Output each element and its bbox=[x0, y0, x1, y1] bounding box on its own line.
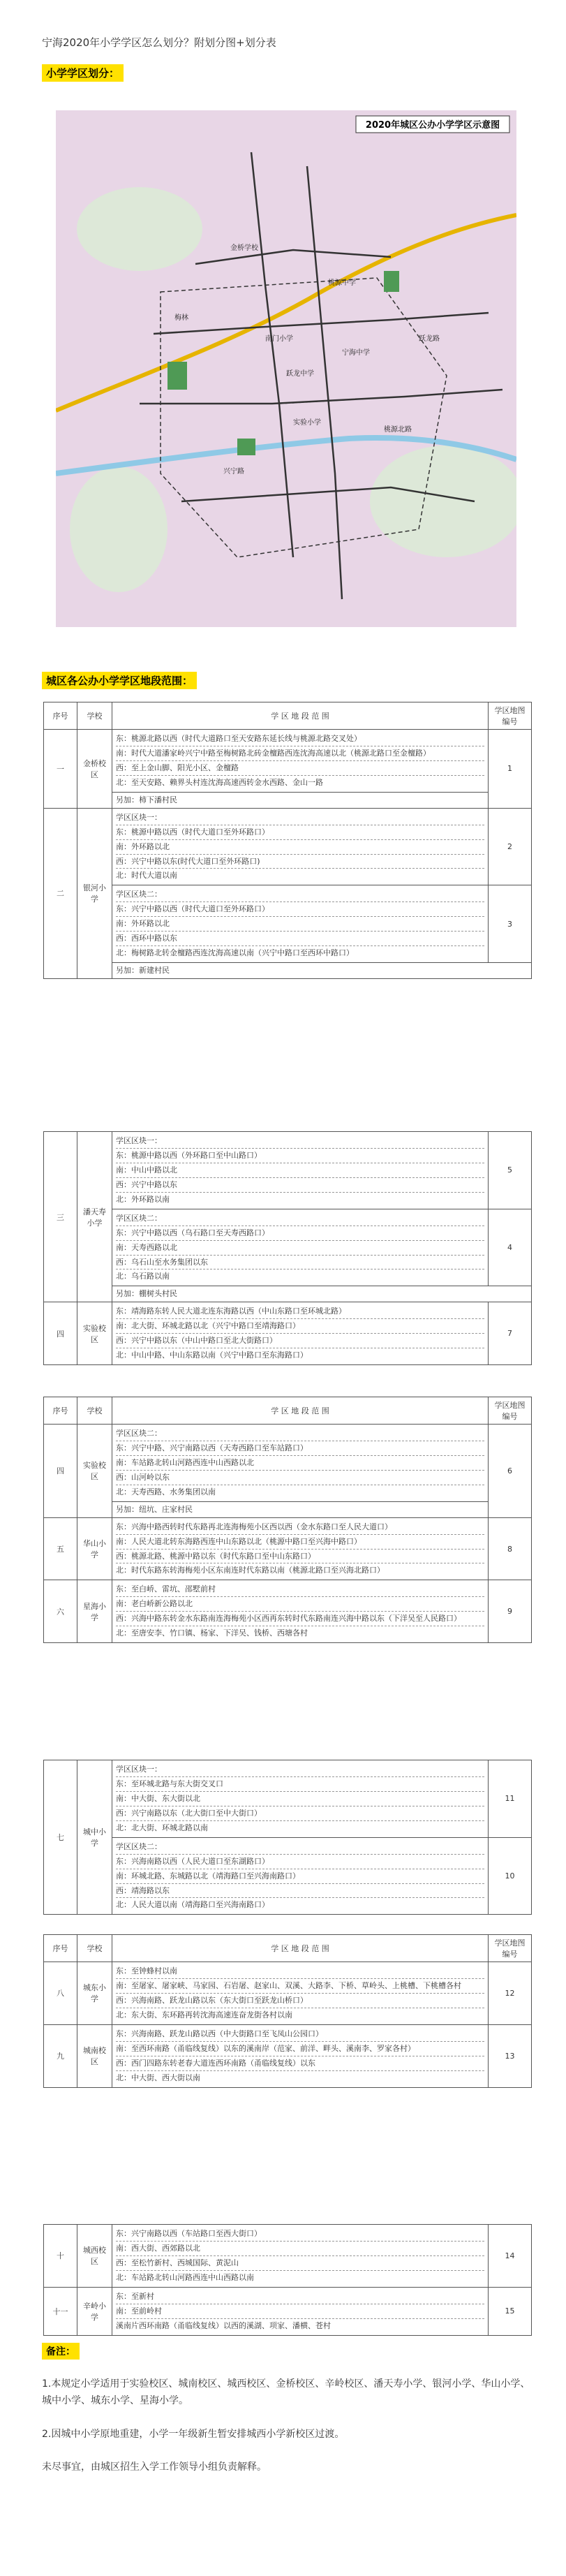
header-range: 学 区 地 段 范 围 bbox=[112, 1935, 489, 1962]
table-row bbox=[44, 1580, 532, 1643]
row-no: 一 bbox=[44, 730, 77, 809]
row-extra: 另加：柿下潘村民 bbox=[112, 792, 489, 808]
table-header-row bbox=[44, 1397, 532, 1425]
header-range: 学 区 地 段 范 围 bbox=[112, 1397, 489, 1425]
row-range: 东：兴海中路西转时代东路再北连海梅苑小区西以西（金水东路口至人民大道口） 南：人民大道北转东海路西连中山东路以北（桃源中路口至兴海中路口） 西：桃源北路、桃源中路以东（时代东路口至中山东路口） 北：时代东路东转海梅苑小区东南连时代东路以南（桃源北路口至兴海北路口） bbox=[112, 1517, 489, 1580]
note-item: 1.本规定小学适用于实验校区、城南校区、城西校区、金桥校区、辛岭校区、潘天寿小学、银河小学、华山小学、城中小学、城东小学、星海小学。 bbox=[42, 2378, 530, 2406]
row-code: 13 bbox=[489, 2024, 532, 2087]
row-code: 11 bbox=[489, 1760, 532, 1838]
map-label: 宁海中学 bbox=[342, 349, 370, 357]
zone-table-3 bbox=[43, 1397, 532, 1643]
table-row bbox=[44, 730, 532, 793]
row-code: 4 bbox=[489, 1209, 532, 1286]
table-row bbox=[44, 2287, 532, 2335]
map-label: 南门小学 bbox=[265, 335, 293, 343]
row-no: 八 bbox=[44, 1962, 77, 2025]
row-no: 二 bbox=[44, 808, 77, 978]
table-header-row bbox=[44, 1935, 532, 1962]
row-no: 四 bbox=[44, 1302, 77, 1365]
row-school: 城南校区 bbox=[77, 2024, 112, 2087]
header-code: 学区地图编号 bbox=[489, 1935, 532, 1962]
row-no: 十 bbox=[44, 2225, 77, 2288]
row-school: 实验校区 bbox=[77, 1302, 112, 1365]
header-code: 学区地图编号 bbox=[489, 702, 532, 730]
row-school: 金桥校区 bbox=[77, 730, 112, 809]
header-no: 序号 bbox=[44, 1397, 77, 1425]
zone-table-2 bbox=[43, 1131, 532, 1365]
row-school: 潘天寿小学 bbox=[77, 1132, 112, 1302]
map-label: 兴宁路 bbox=[223, 468, 244, 476]
section-heading-map: 小学学区划分： bbox=[42, 64, 124, 82]
table-row bbox=[44, 1962, 532, 2025]
table-row bbox=[44, 1132, 532, 1209]
row-range: 东：兴宁南路以西（车站路口至西大街口） 南：西大街、西郊路以北 西：至松竹新村、西城国际、黄泥山 北：车站路北转山河路西连中山西路以南 bbox=[112, 2225, 489, 2288]
header-no: 序号 bbox=[44, 702, 77, 730]
row-range: 学区区块一： 东：至环城北路与东大街交叉口 南：中大街、东大街以北 西：兴宁南路以东（北大街口至中大街口） 北：北大街、环城北路以南 bbox=[112, 1760, 489, 1838]
header-school: 学校 bbox=[77, 1397, 112, 1425]
note-item: 未尽事宜，由城区招生入学工作领导小组负责解释。 bbox=[42, 2461, 267, 2473]
zone-table-4 bbox=[43, 1760, 532, 1915]
row-range: 东：兴海南路、跃龙山路以西（中大街路口至飞凤山公园口） 南：至西环南路（甬临线复线）以东的溪南岸（范家、前洋、畔头、溪南李、罗家各村） 西：西门四路东转老春大道连西环南路（甬临线复线）以东 北：中大街、西大街以南 bbox=[112, 2024, 489, 2087]
row-code: 12 bbox=[489, 1962, 532, 2025]
row-school: 辛岭小学 bbox=[77, 2287, 112, 2335]
table-row bbox=[44, 1837, 532, 1915]
header-school: 学校 bbox=[77, 702, 112, 730]
map-label: 梅林 bbox=[174, 314, 188, 322]
row-school: 城中小学 bbox=[77, 1760, 112, 1915]
table-row bbox=[44, 1302, 532, 1365]
row-range: 学区区块二： 东：兴宁中路以西（时代大道口至外环路口） 南：外环路以北 西：西环中路以东 北：梅树路北转金檀路西连沈海高速以南（兴宁中路口至西环中路口） bbox=[112, 885, 489, 963]
table-row bbox=[44, 2024, 532, 2087]
table-row bbox=[44, 792, 532, 808]
row-code: 9 bbox=[489, 1580, 532, 1643]
zone-table-1 bbox=[43, 702, 532, 979]
map-label: 桃源北路 bbox=[384, 426, 412, 434]
map-heading: 2020年城区公办小学学区示意图 bbox=[365, 120, 500, 131]
table-row bbox=[44, 1760, 532, 1838]
row-range: 东：至钟蜂村以南 南：至屠家、屠家峡、马家园、石岩屠、赵家山、双溪、大路李、下桥、草岭头、上桃槽、下桃槽各村 西：兴海南路、跃龙山路以东（东大街口至跃龙山桥口） 北：东大街、东环路再转沈海高速连奋龙街各村以南 bbox=[112, 1962, 489, 2025]
map-label: 桃源中学 bbox=[328, 279, 356, 287]
row-code: 15 bbox=[489, 2287, 532, 2335]
zone-table-5 bbox=[43, 1934, 532, 2088]
row-extra: 另加：纽坑、庄家村民 bbox=[112, 1501, 489, 1517]
map-label: 实验小学 bbox=[293, 419, 321, 427]
row-school: 星海小学 bbox=[77, 1580, 112, 1643]
row-no: 六 bbox=[44, 1580, 77, 1643]
header-no: 序号 bbox=[44, 1935, 77, 1962]
row-extra: 另加：棚树头村民 bbox=[112, 1286, 532, 1302]
row-range: 东：至白峤、雷坑、邵墅前村 南：老白峤新公路以北 西：兴海中路东转金水东路南连海梅苑小区西再东转时代东路南连兴海中路以东（下洋吴至人民路口） 北：至唐安李、竹口镇、杨家、下洋吴、钱桥、西塘各村 bbox=[112, 1580, 489, 1643]
table-row bbox=[44, 808, 532, 885]
row-range: 学区区块二： 东：兴宁中路、兴宁南路以西（天寿西路口至车站路口） 南：车站路北转山河路西连中山西路以北 西：山河岭以东 北：天寿西路、水务集团以南 bbox=[112, 1425, 489, 1502]
map-label: 跃龙中学 bbox=[286, 370, 314, 378]
header-range: 学 区 地 段 范 围 bbox=[112, 702, 489, 730]
map-label: 跃龙路 bbox=[419, 335, 440, 343]
table-row bbox=[44, 2225, 532, 2288]
row-range: 学区区块一： 东：桃源中路以西（外环路口至中山路口） 南：中山中路以北 西：兴宁中路以东 北：外环路以南 bbox=[112, 1132, 489, 1209]
row-no: 四 bbox=[44, 1425, 77, 1518]
row-school: 银河小学 bbox=[77, 808, 112, 978]
notes-section bbox=[42, 2343, 530, 2493]
table-row bbox=[44, 1425, 532, 1502]
page-title: 宁海2020年小学学区怎么划分？附划分图+划分表 bbox=[42, 36, 276, 49]
table-row bbox=[44, 1501, 532, 1517]
row-school: 城西校区 bbox=[77, 2225, 112, 2288]
table-row bbox=[44, 1517, 532, 1580]
row-code: 6 bbox=[489, 1425, 532, 1518]
row-range: 学区区块二： 东：兴海南路以西（人民大道口至东湖路口） 南：环城北路、东城路以北（靖海路口至兴海南路口） 西：靖海路以东 北：人民大道以南（靖海路口至兴海南路口） bbox=[112, 1837, 489, 1915]
table-row bbox=[44, 885, 532, 963]
row-range: 学区区块一： 东：桃源中路以西（时代大道口至外环路口） 南：外环路以北 西：兴宁中路以东(时代大道口至外环路口) 北：时代大道以南 bbox=[112, 808, 489, 885]
table-row bbox=[44, 963, 532, 979]
zone-map bbox=[56, 110, 516, 627]
row-no: 五 bbox=[44, 1517, 77, 1580]
row-school: 实验校区 bbox=[77, 1425, 112, 1518]
row-school: 华山小学 bbox=[77, 1517, 112, 1580]
row-code: 3 bbox=[489, 885, 532, 963]
notes-heading: 备注： bbox=[42, 2343, 80, 2360]
row-range: 东：桃源北路以西（时代大道路口至天安路东延长线与桃源北路交叉处） 南：时代大道潘家岭兴宁中路至梅树路北砖金檀路西连沈海高速以北（桃源北路口至金檀路） 西：至上金山脚、阳光小区、金檀路 北：至天安路、赖界头村连沈海高速西转金水西路、金山一路 bbox=[112, 730, 489, 793]
section-heading-table: 城区各公办小学学区地段范围： bbox=[42, 672, 197, 689]
zone-table-6 bbox=[43, 2224, 532, 2336]
row-no: 三 bbox=[44, 1132, 77, 1302]
row-code: 7 bbox=[489, 1302, 532, 1365]
row-school: 城东小学 bbox=[77, 1962, 112, 2025]
row-extra: 另加：新建村民 bbox=[112, 963, 532, 979]
row-code: 5 bbox=[489, 1132, 532, 1209]
row-range: 学区区块二： 东：兴宁中路以西（乌石路口至天寿西路口） 南：天寿西路以北 西：乌石山至水务集团以东 北：乌石路以南 bbox=[112, 1209, 489, 1286]
row-no: 九 bbox=[44, 2024, 77, 2087]
row-no: 十一 bbox=[44, 2287, 77, 2335]
row-code: 8 bbox=[489, 1517, 532, 1580]
row-range: 东：靖海路东转人民大道北连东海路以西（中山东路口至环城北路） 南：北大街、环城北路以北（兴宁中路口至靖海路口） 西：兴宁中路以东（中山中路口至北大街路口） 北：中山中路、中山东路以南（兴宁中路口至东海路口） bbox=[112, 1302, 489, 1365]
note-item: 2.因城中小学原地重建，小学一年级新生暂安排城西小学新校区过渡。 bbox=[42, 2428, 345, 2440]
table-row bbox=[44, 1286, 532, 1302]
header-school: 学校 bbox=[77, 1935, 112, 1962]
row-code: 2 bbox=[489, 808, 532, 885]
table-header-row bbox=[44, 702, 532, 730]
map-label: 金桥学校 bbox=[230, 244, 258, 252]
table-row bbox=[44, 1209, 532, 1286]
row-no: 七 bbox=[44, 1760, 77, 1915]
row-range: 东：至新村 南：至前岭村 溪南片西环南路（甬临线复线）以西的溪湖、项家、潘横、苍村 bbox=[112, 2287, 489, 2335]
row-code: 1 bbox=[489, 730, 532, 809]
row-code: 14 bbox=[489, 2225, 532, 2288]
header-code: 学区地图编号 bbox=[489, 1397, 532, 1425]
row-code: 10 bbox=[489, 1837, 532, 1915]
